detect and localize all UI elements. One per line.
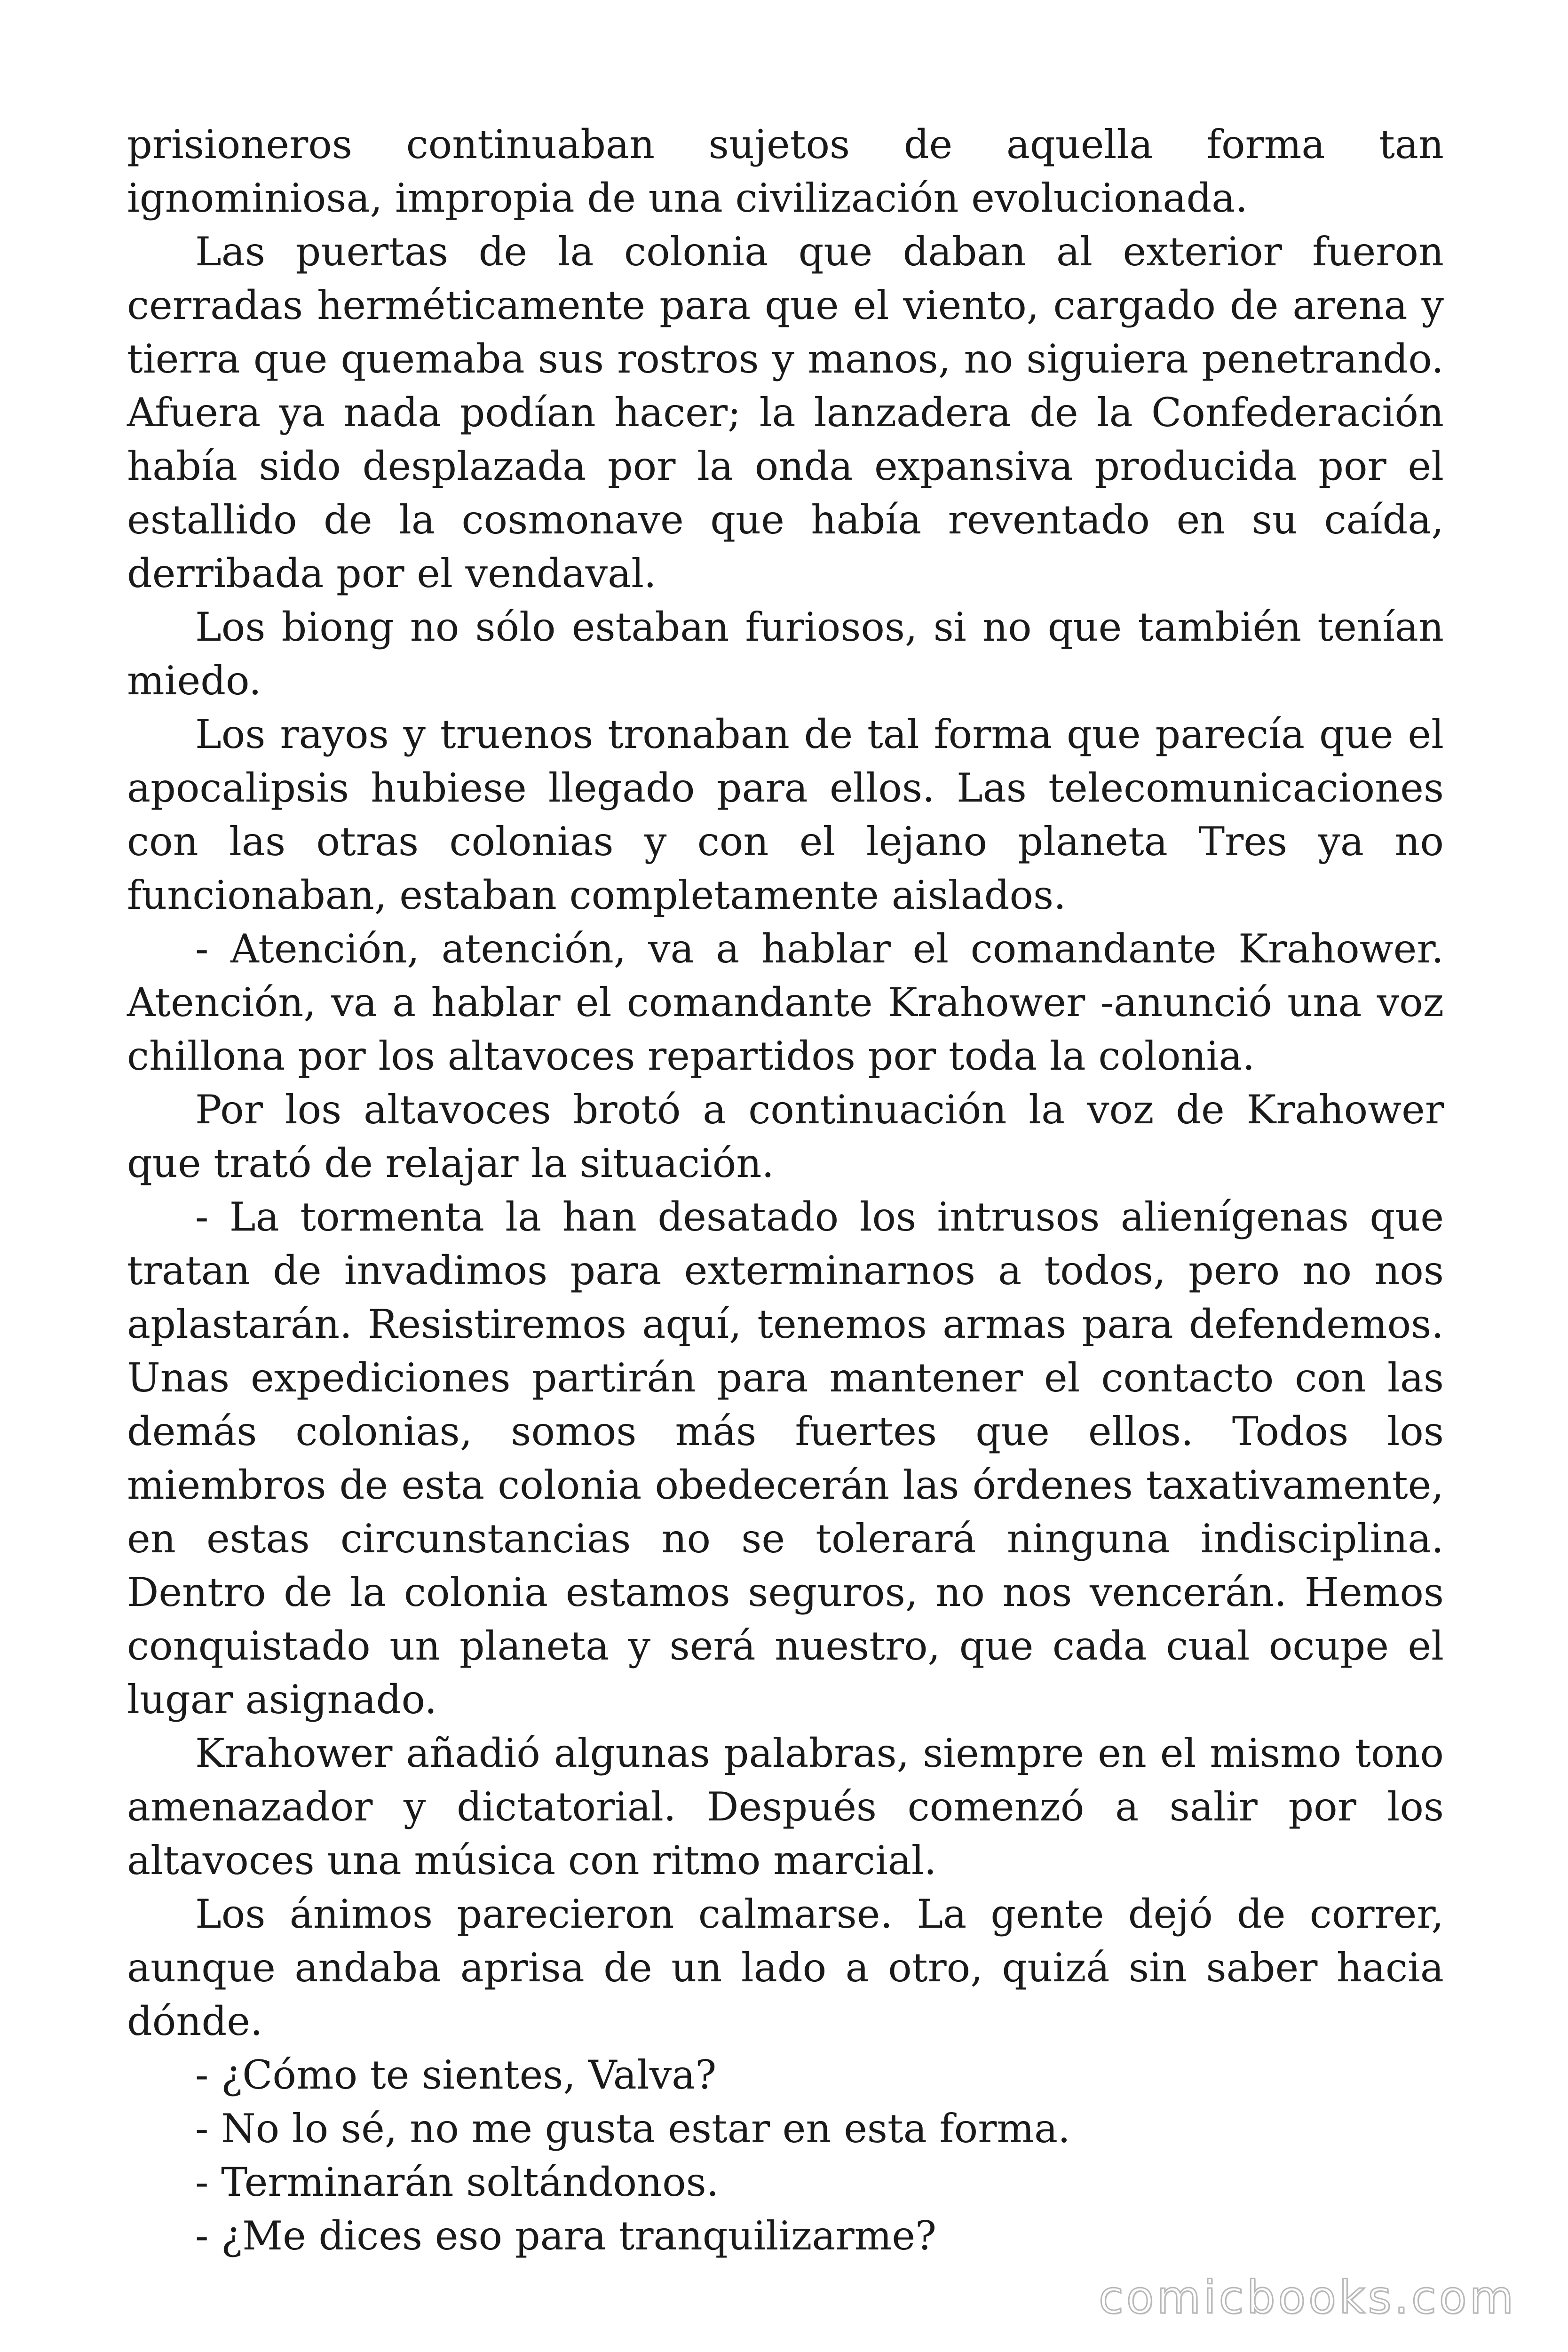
dialogue-line: - ¿Me dices eso para tranquilizarme?: [195, 2213, 937, 2259]
paragraph: Los ánimos parecieron calmarse. La gente dejó de correr, aunque andaba aprisa de un lado a otro, quizá sin saber hacia dónde.: [127, 1891, 1444, 2044]
page-body: [127, 118, 1444, 2263]
paragraph: prisioneros continuaban sujetos de aquella forma tan ignominiosa, impropia de una civilización evolucionada.: [127, 121, 1444, 221]
dialogue-line: - ¿Cómo te sientes, Valva?: [195, 2052, 717, 2098]
dialogue-line: - No lo sé, no me gusta estar en esta forma.: [195, 2106, 1070, 2152]
dialogue-paragraph: - Atención, atención, va a hablar el comandante Krahower. Atención, va a hablar el comandante Krahower -anunció una voz chillona por los altavoces repartidos por toda la colonia.: [127, 926, 1444, 1079]
paragraph: Las puertas de la colonia que daban al exterior fueron cerradas herméticamente para que el viento, cargado de arena y tierra que quemaba sus rostros y manos, no siguiera penetrando. Afuera ya nada podían hacer; la lanzadera de la Confederación había sido desplazada por la onda expansiva producida por el estallido de la cosmonave que había reventado en su caída, derribada por el vendaval.: [127, 229, 1444, 596]
paragraph: Los biong no sólo estaban furiosos, si no que también tenían miedo.: [127, 604, 1444, 704]
dialogue-paragraph: - La tormenta la han desatado los intrusos alienígenas que tratan de invadimos para exterminarnos a todos, pero no nos aplastarán. Resistiremos aquí, tenemos armas para defendemos. Unas expediciones partirán para mantener el contacto con las demás colonias, somos más fuertes que ellos. Todos los miembros de esta colonia obedecerán las órdenes taxativamente, en estas circunstancias no se tolerará ninguna indisciplina. Dentro de la colonia estamos seguros, no nos vencerán. Hemos conquistado un planeta y será nuestro, que cada cual ocupe el lugar asignado.: [127, 1194, 1444, 1723]
paragraph: Krahower añadió algunas palabras, siempre en el mismo tono amenazador y dictatorial. Después comenzó a salir por los altavoces una música con ritmo marcial.: [127, 1730, 1444, 1883]
paragraph: Por los altavoces brotó a continuación la voz de Krahower que trató de relajar la situación.: [127, 1087, 1444, 1186]
watermark: comicbooks.com: [1098, 2271, 1516, 2324]
dialogue-line: - Terminarán soltándonos.: [195, 2159, 719, 2205]
paragraph: Los rayos y truenos tronaban de tal forma que parecía que el apocalipsis hubiese llegado para ellos. Las telecomunicaciones con las otras colonias y con el lejano planeta Tres ya no funcionaban, estaban completamente aislados.: [127, 711, 1444, 918]
